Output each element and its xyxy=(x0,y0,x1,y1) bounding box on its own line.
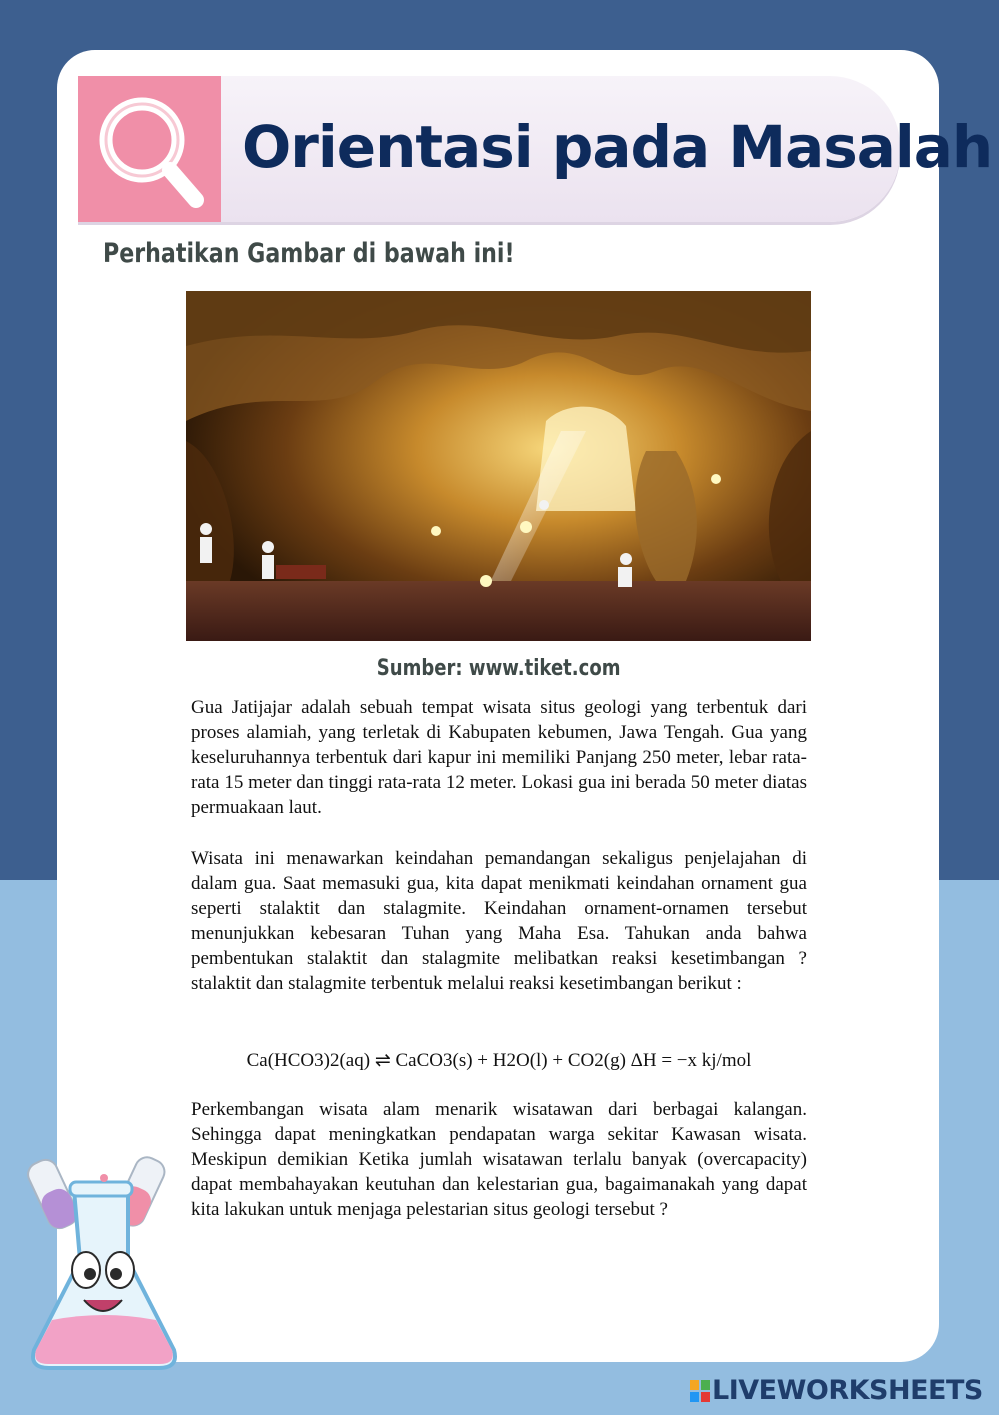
equation-left: Ca(HCO3)2(aq) xyxy=(246,1050,371,1071)
liveworksheets-brand-text: LIVEWORKSHEETS xyxy=(712,1375,983,1406)
paragraph-2: Wisata ini menawarkan keindahan pemandangan sekaligus penjelajahan di dalam gua. Saat memasuki gua, kita dapat menikmati keindahan ornament gua seperti stalaktit dan stalagmite. Keindahan ornament-ornamen tersebut menunjukkan kebesaran Tuhan yang Maha Esa. Tahukan anda bahwa pembentukan stalaktit dan stalagmite melibatkan reaksi kesetimbangan ? stalaktit dan stalagmite terbentuk melalui reaksi kesetimbangan berikut : xyxy=(191,848,807,994)
cave-photo xyxy=(186,291,811,641)
magnifier-icon xyxy=(78,76,221,222)
flask-mascot-illustration xyxy=(14,1150,194,1380)
equilibrium-arrow-icon: ⇌ xyxy=(374,1050,391,1071)
paragraph-1: Gua Jatijajar adalah sebuah tempat wisata situs geologi yang terbentuk dari proses alamiah, yang terletak di Kabupaten kebumen, Jawa Tengah. Gua yang keseluruhannya terbentuk dari kapur ini memiliki Panjang 250 meter, lebar rata-rata 15 meter dan tinggi rata-rata 12 meter. Lokasi gua ini berada 50 meter diatas permuakaan laut. xyxy=(191,697,807,818)
header-icon-box xyxy=(78,76,221,222)
equation-right: CaCO3(s) + H2O(l) + CO2(g) ΔH = −x kj/mol xyxy=(395,1050,752,1071)
instruction-heading: Perhatikan Gambar di bawah ini! xyxy=(103,238,515,269)
liveworksheets-logo-icon xyxy=(690,1380,710,1402)
liveworksheets-logo xyxy=(690,1373,990,1409)
image-source-caption xyxy=(186,652,811,686)
equilibrium-equation xyxy=(191,1047,807,1075)
page-title: Orientasi pada Masalah xyxy=(242,113,993,181)
image-source-text: Sumber: www.tiket.com xyxy=(376,656,621,681)
paragraph-3: Perkembangan wisata alam menarik wisatawan dari berbagai kalangan. Sehingga dapat meningkatkan pendapatan warga sekitar Kawasan wisata. Meskipun demikian Ketika jumlah wisatawan terlalu banyak (overcapacity) dapat membahayakan keutuhan dan kelestarian gua, bagaimanakah yang dapat kita lakukan untuk menjaga pelestarian situs geologi tersebut ? xyxy=(191,1099,807,1220)
